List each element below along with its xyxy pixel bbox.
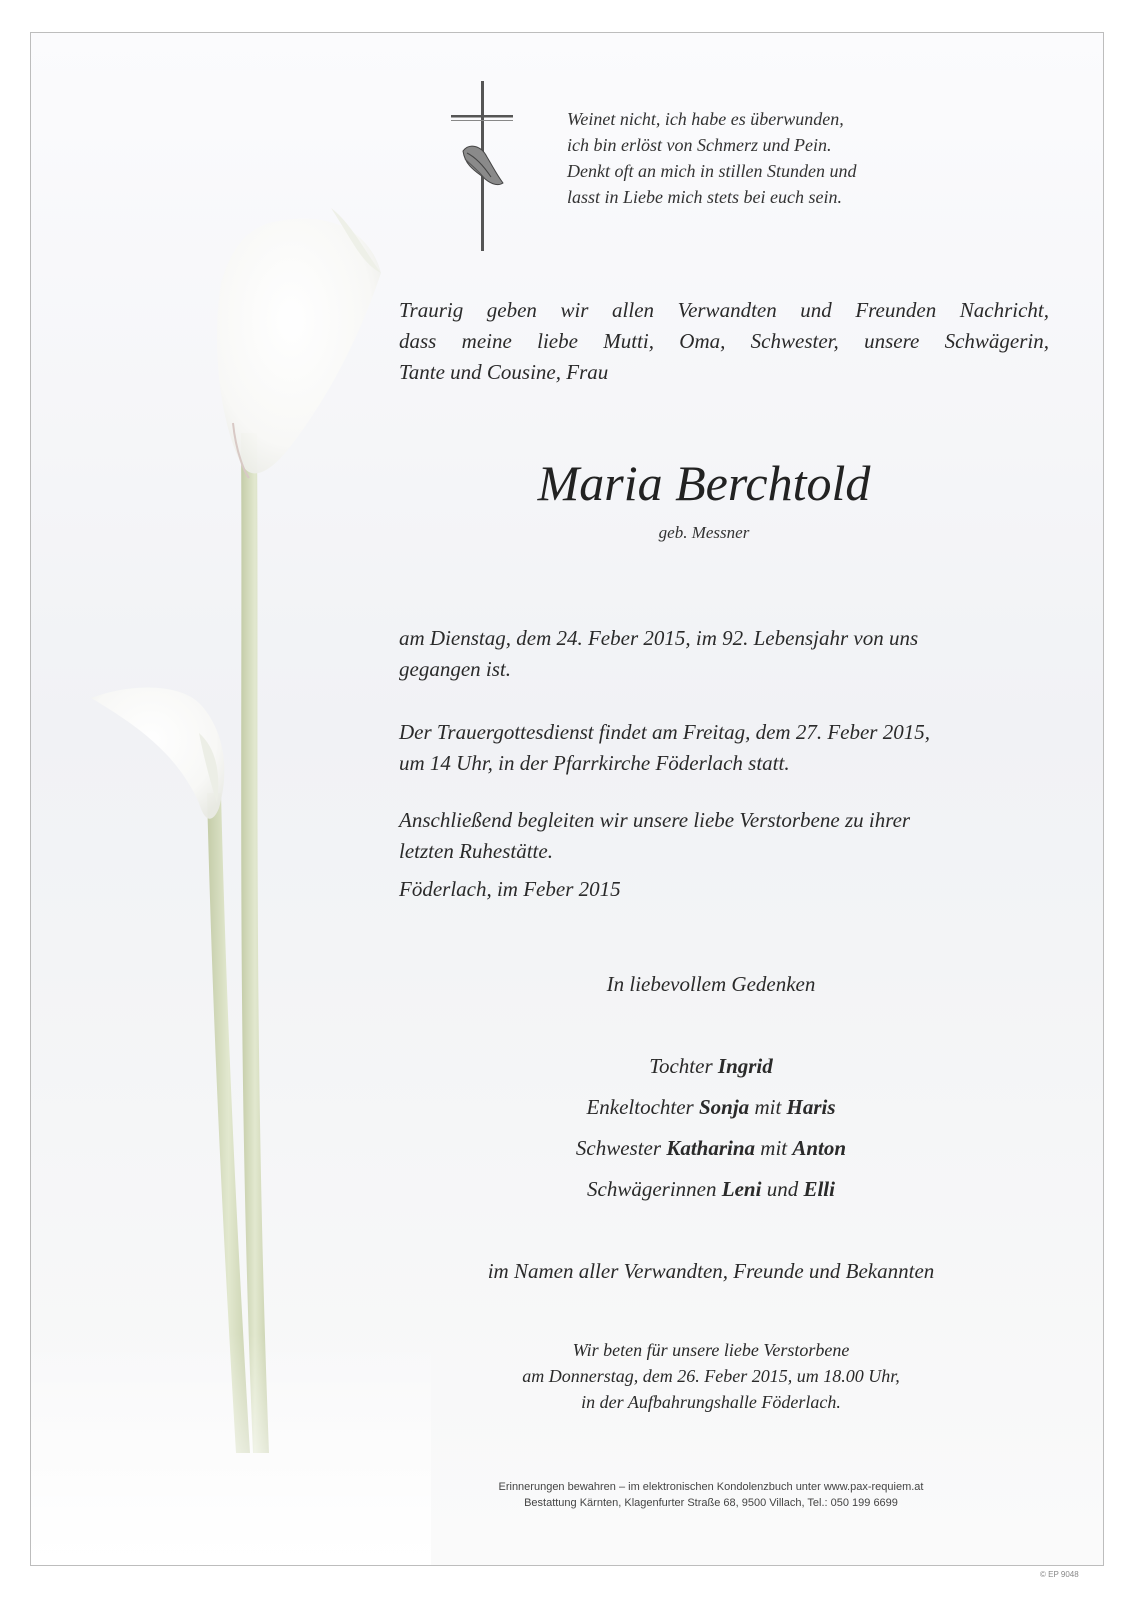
prayer-line: in der Aufbahrungshalle Föderlach.	[581, 1392, 841, 1412]
relative-role: Tochter	[649, 1054, 713, 1078]
print-code: © EP 9048	[1040, 1570, 1079, 1579]
relative-name: Leni	[721, 1177, 762, 1201]
prayer-info	[371, 1337, 1051, 1415]
poem-line: ich bin erlöst von Schmerz und Pein.	[567, 135, 832, 155]
death-notice	[399, 623, 1039, 685]
deceased-name: Maria Berchtold	[537, 455, 871, 511]
notice-frame	[30, 32, 1104, 1566]
intro-line: Traurig geben wir allen Verwandten und Freunden Nachricht,	[399, 298, 1049, 322]
death-notice-line: am Dienstag, dem 24. Feber 2015, im 92. Lebensjahr von uns	[399, 626, 919, 650]
poem-line: Weinet nicht, ich habe es überwunden,	[567, 109, 844, 129]
service-line: Der Trauergottesdienst findet am Freitag, dem 27. Feber 2015,	[399, 720, 930, 744]
relative-role: Enkeltochter	[586, 1095, 694, 1119]
intro-line: dass meine liebe Mutti, Oma, Schwester, unsere Schwägerin,	[399, 329, 1049, 353]
poem	[567, 106, 987, 210]
cross-with-praying-hands-icon	[451, 81, 521, 251]
prayer-line: am Donnerstag, dem 26. Feber 2015, um 18.00 Uhr,	[522, 1366, 900, 1386]
burial-info	[399, 805, 1039, 867]
poem-line: lasst in Liebe mich stets bei euch sein.	[567, 187, 842, 207]
intro-line: Tante und Cousine, Frau	[399, 360, 609, 384]
relative-name: Elli	[803, 1177, 835, 1201]
on-behalf-line: im Namen aller Verwandten, Freunde und Bekannten	[487, 1259, 935, 1283]
announcement-intro	[399, 295, 1049, 388]
burial-line: Anschließend begleiten wir unsere liebe Verstorbene zu ihrer	[399, 808, 911, 832]
relative-line	[371, 1094, 1051, 1120]
relative-conjunction: und	[766, 1177, 799, 1201]
relative-name: Sonja	[698, 1095, 750, 1119]
relative-line	[371, 1135, 1051, 1161]
relative-role: Schwester	[575, 1136, 662, 1160]
burial-line: letzten Ruhestätte.	[399, 839, 553, 863]
relative-role: Schwägerinnen	[587, 1177, 717, 1201]
relative-conjunction: mit	[760, 1136, 788, 1160]
in-memory-heading: In liebevollem Gedenken	[606, 972, 816, 996]
upper-lily-petal	[217, 219, 381, 474]
relative-name: Katharina	[666, 1136, 756, 1160]
relative-name: Ingrid	[717, 1054, 773, 1078]
footer	[371, 1479, 1051, 1511]
prayer-line: Wir beten für unsere liebe Verstorbene	[572, 1340, 850, 1360]
relative-name: Haris	[786, 1095, 836, 1119]
calla-lily-illustration	[31, 33, 1103, 1565]
poem-line: Denkt oft an mich in stillen Stunden und	[567, 161, 857, 181]
relative-name: Anton	[792, 1136, 847, 1160]
relative-conjunction: mit	[754, 1095, 782, 1119]
relative-line	[371, 1176, 1051, 1202]
death-notice-line: gegangen ist.	[399, 657, 511, 681]
relative-line	[371, 1053, 1051, 1079]
service-line: um 14 Uhr, in der Pfarrkirche Föderlach statt.	[399, 751, 790, 775]
footer-line: Bestattung Kärnten, Klagenfurter Straße 68, 9500 Villach, Tel.: 050 199 6699	[524, 1497, 898, 1509]
footer-line: Erinnerungen bewahren – im elektronischen Kondolenzbuch unter www.pax-requiem.at	[498, 1481, 924, 1493]
service-info	[399, 717, 1039, 779]
place-date: Föderlach, im Feber 2015	[399, 877, 621, 901]
maiden-name: geb. Messner	[658, 523, 750, 542]
